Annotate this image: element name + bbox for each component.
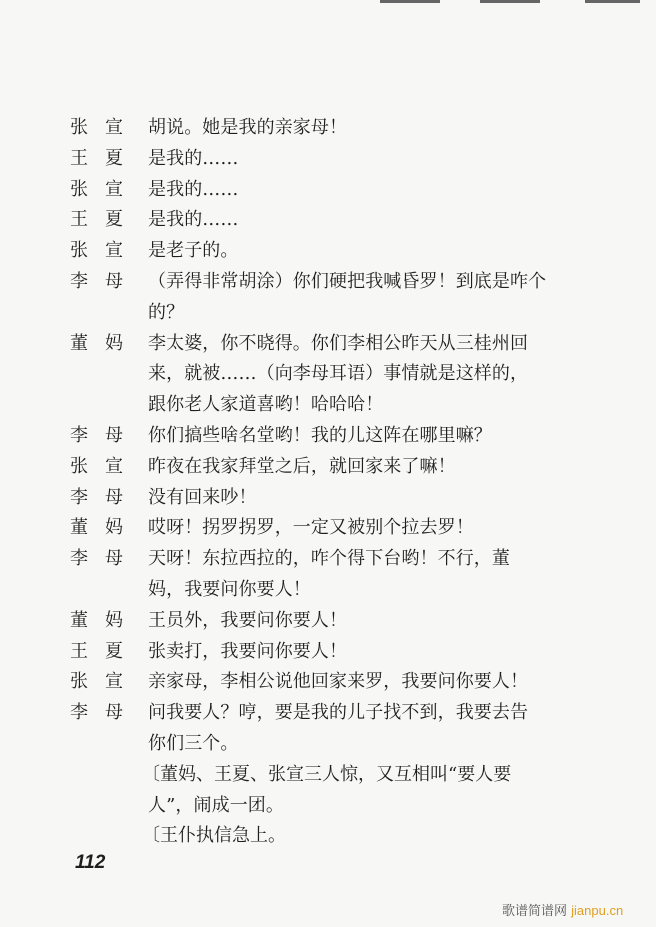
speaker-name-char: 张	[70, 671, 88, 693]
speaker-name-char: 李	[70, 548, 88, 570]
page-number: 112	[75, 852, 106, 873]
dialogue-line	[0, 267, 656, 298]
dialogue-text: 没有回来吵！	[148, 486, 257, 508]
dialogue-line	[0, 575, 656, 606]
speaker-name-char: 妈	[105, 332, 123, 354]
speaker-name-char: 妈	[105, 609, 123, 631]
dialogue-text: 是老子的。	[148, 240, 239, 262]
dialogue-text: 哎呀！拐罗拐罗，一定又被别个拉去罗！	[148, 517, 474, 539]
dialogue-text: 你们搞些啥名堂哟！我的儿这阵在哪里嘛？	[148, 424, 492, 446]
stage-direction-line	[0, 821, 656, 852]
top-rule	[380, 0, 440, 3]
watermark-url: jianpu.cn	[571, 903, 624, 918]
dialogue-text: 天呀！东拉西拉的，咋个得下台哟！不行，董	[148, 548, 510, 570]
dialogue-text: 是我的……	[148, 147, 239, 169]
speaker-name-char: 妈	[105, 517, 123, 539]
speaker-name-char: 夏	[105, 640, 123, 662]
speaker-name-char: 夏	[105, 147, 123, 169]
stage-direction-text: 〔董妈、王夏、张宣三人惊，又互相叫“要人要	[142, 763, 512, 785]
stage-direction-text: 人”，闹成一团。	[148, 794, 285, 816]
speaker-name-char: 王	[70, 640, 88, 662]
dialogue-text: 跟你老人家道喜哟！哈哈哈！	[148, 394, 384, 416]
speaker-name-char: 董	[70, 609, 88, 631]
speaker-name-char: 宣	[105, 178, 123, 200]
top-rule	[480, 0, 540, 3]
dialogue-text: 胡说。她是我的亲家母！	[148, 117, 348, 138]
speaker-name-char: 母	[105, 424, 123, 446]
dialogue-line	[0, 236, 656, 267]
speaker-name-char: 夏	[105, 209, 123, 231]
dialogue-text: 是我的……	[148, 209, 239, 231]
speaker-name-char: 李	[70, 270, 88, 292]
speaker-name-char: 张	[70, 178, 88, 200]
speaker-name-char: 张	[70, 455, 88, 477]
speaker-name-char: 李	[70, 702, 88, 724]
dialogue-text: 问我要人？哼，要是我的儿子找不到，我要去告	[148, 702, 529, 724]
dialogue-text: 昨夜在我家拜堂之后，就回家来了嘛！	[148, 455, 456, 477]
speaker-name-char: 李	[70, 424, 88, 446]
dialogue-line	[0, 421, 656, 452]
play-script	[0, 113, 656, 852]
stage-direction-line	[0, 760, 656, 791]
dialogue-line	[0, 144, 656, 175]
speaker-name-char: 母	[105, 486, 123, 508]
speaker-name-char: 母	[105, 270, 123, 292]
speaker-name-char: 宣	[105, 117, 123, 138]
speaker-name-char: 王	[70, 209, 88, 231]
dialogue-text: 的？	[148, 301, 185, 323]
top-rule	[585, 0, 640, 3]
dialogue-line	[0, 513, 656, 544]
dialogue-line	[0, 452, 656, 483]
dialogue-line	[0, 637, 656, 668]
dialogue-text: 李太婆，你不晓得。你们李相公昨天从三桂州回	[148, 332, 529, 354]
dialogue-line	[0, 606, 656, 637]
speaker-name-char: 董	[70, 517, 88, 539]
dialogue-line	[0, 698, 656, 729]
watermark	[502, 900, 623, 919]
watermark-cn: 歌谱简谱网	[502, 904, 568, 919]
speaker-name-char: 张	[70, 240, 88, 262]
dialogue-text: 是我的……	[148, 178, 239, 200]
dialogue-line	[0, 667, 656, 698]
dialogue-text: 王员外，我要问你要人！	[148, 609, 348, 631]
dialogue-line	[0, 390, 656, 421]
speaker-name-char: 母	[105, 548, 123, 570]
speaker-name-char: 李	[70, 486, 88, 508]
dialogue-text: 来，就被……（向李母耳语）事情就是这样的，	[148, 363, 529, 385]
dialogue-text: （弄得非常胡涂）你们硬把我喊昏罗！到底是咋个	[148, 270, 547, 292]
dialogue-line	[0, 175, 656, 206]
dialogue-line	[0, 205, 656, 236]
dialogue-line	[0, 298, 656, 329]
speaker-name-char: 母	[105, 702, 123, 724]
dialogue-line	[0, 544, 656, 575]
speaker-name-char: 宣	[105, 455, 123, 477]
dialogue-text: 你们三个。	[148, 732, 239, 754]
dialogue-line	[0, 113, 656, 144]
dialogue-line	[0, 329, 656, 360]
dialogue-text: 张卖打，我要问你要人！	[148, 640, 348, 662]
dialogue-line	[0, 483, 656, 514]
stage-direction-text: 〔王仆执信急上。	[142, 825, 286, 847]
speaker-name-char: 王	[70, 147, 88, 169]
dialogue-text: 妈，我要问你要人！	[148, 578, 311, 600]
speaker-name-char: 张	[70, 117, 88, 138]
speaker-name-char: 董	[70, 332, 88, 354]
speaker-name-char: 宣	[105, 671, 123, 693]
dialogue-text: 亲家母，李相公说他回家来罗，我要问你要人！	[148, 671, 529, 693]
stage-direction-line	[0, 791, 656, 822]
dialogue-line	[0, 729, 656, 760]
dialogue-line	[0, 359, 656, 390]
speaker-name-char: 宣	[105, 240, 123, 262]
